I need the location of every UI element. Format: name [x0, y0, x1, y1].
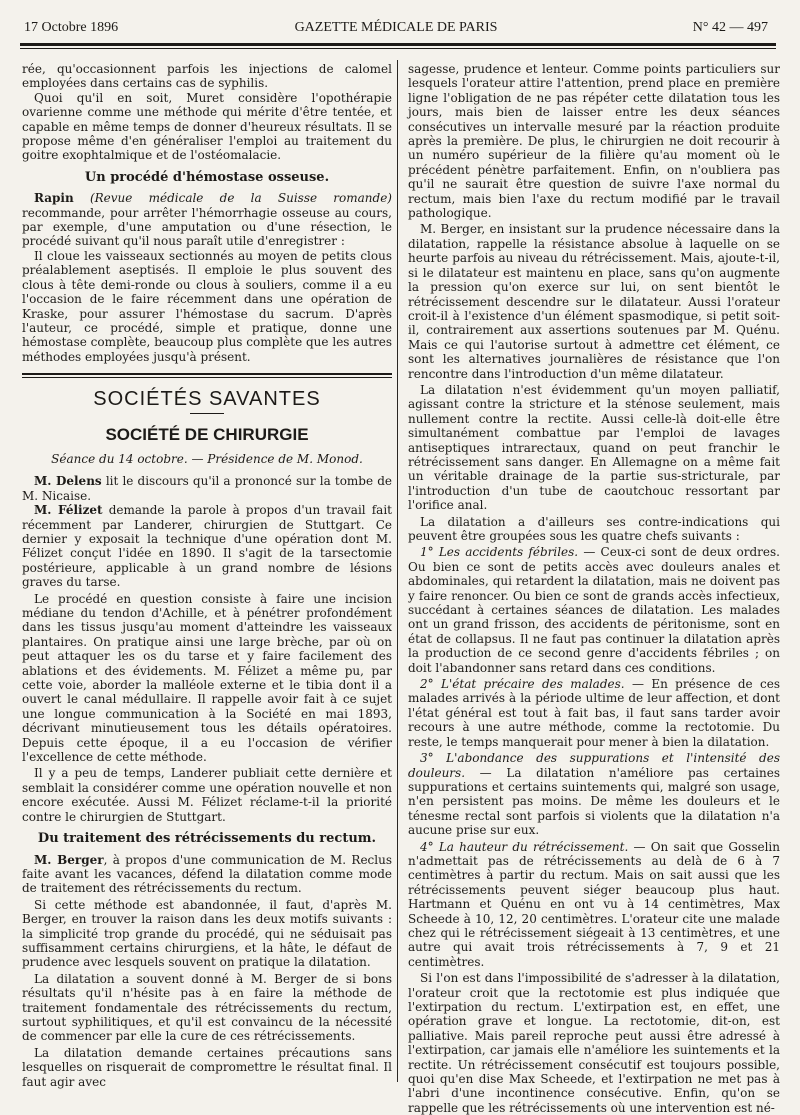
section-rule-thin	[22, 377, 392, 378]
article-heading: Du traitement des rétrécissements du rectum.	[37, 831, 377, 847]
header-rule-thick	[20, 43, 776, 46]
author-name: Rapin	[34, 191, 74, 206]
paragraph: La dilatation a d'ailleurs ses contre-indications qui peuvent être groupées sous les quatre chefs suivants :	[408, 514, 780, 543]
paragraph-text: demande la parole à propos d'un travail fait récemment par Landerer, chirurgien de Stuttgart. Ce dernier y exposait la technique d'une opération dont M. Félizet conçut l'idée en 1890. Il s'agit de la tarsectomie postérieure, applicable à un grand nombre de lésions graves du tarse.	[22, 503, 392, 590]
paragraph: sagesse, prudence et lenteur. Comme points particuliers sur lesquels l'orateur attire l'attention, prend place en première ligne l'obligation de ne pas répéter cette dilatation tous les jours, mais bien de laisser entre les deux séances consécutives un intervalle mesuré par la réaction produite après la première. De plus, le chirurgien ne doit recourir à un numéro supérieur de la filière qu'au moment où le précédent pénètre parfaitement. Enfin, on n'oubliera pas qu'il ne saurait être question de suivre l'axe normal du rectum, mais bien l'axe du rectum modifié par le travail pathologique.	[408, 62, 780, 221]
paragraph: M. Berger, en insistant sur la prudence nécessaire dans la dilatation, rappelle la résistance absolue à laquelle on se heurte parfois au niveau du rétrécissement. Mais, ajoute-t-il, si le dilatateur est maintenu en place, sans qu'on augmente la pression qu'on exerce sur lui, on sent bientôt le rétrécissement descendre sur le dilatateur. Aussi l'orateur croit-il à l'existence d'un élément spasmodique, si petit soit-il, contrairement aux assertions soutenues par M. Quénu. Mais ce qui l'autorise surtout à admettre cet élément, ce sont les alternatives journalières de résistance que l'on rencontre dans l'introduction d'un même dilatateur.	[408, 222, 780, 381]
paragraph-text: — Ceux-ci sont de deux ordres. Ou bien ce sont de petits accès avec douleurs anales et abdominales, qui retardent la dilatation, mais ne doivent pas y faire renoncer. Ou bien ce sont de grands accès infectieux, succédant à certaines séances de dilatation. Les malades ont un grand frisson, des accidents de péritonisme, sont en état de collapsus. Il ne faut pas continuer la dilatation après la production de ce second genre d'accidents fébriles ; on doit l'abandonner sans retard dans ces conditions.	[408, 545, 780, 675]
right-column	[408, 62, 781, 1115]
paragraph: Quoi qu'il en soit, Muret considère l'opothérapie ovarienne comme une méthode qui mérite d'être tentée, et capable en même temps de donner d'heureux résultats. Il se propose même d'en généraliser l'emploi au traitement du goitre exophtalmique et de l'ostéomalacie.	[22, 90, 392, 163]
paragraph-text: lit le discours qu'il a prononcé sur la tombe de M. Nicaise.	[22, 474, 393, 503]
speaker-name: M. Delens	[34, 474, 102, 489]
paragraph	[408, 545, 780, 675]
header-rule-thin	[20, 48, 776, 49]
paragraph-text: — La dilatation n'améliore pas certaines suppurations et certains suintements qui, malgré son usage, n'en persistent pas moins. De même les douleurs et le ténesme rectal sont parfois si violents que la dilatation n'a aucune prise sur eux.	[408, 765, 780, 838]
society-title: SOCIÉTÉ DE CHIRURGIE	[105, 424, 309, 444]
item-label: 4° La hauteur du rétrécissement.	[420, 839, 629, 854]
article-heading: Un procédé d'hémostase osseuse.	[84, 169, 330, 185]
paragraph: Il y a peu de temps, Landerer publiait cette dernière et semblait la considérer comme une opération nouvelle et non encore exécutée. Aussi M. Félizet réclame-t-il la priorité contre le chirurgien de Stuttgart.	[22, 766, 392, 824]
paragraph: Il cloue les vaisseaux sectionnés au moyen de petits clous préalablement aseptisés. Il emploie le plus souvent des clous à tête demi-ronde ou clous à souliers, comme il a eu l'occasion de le faire récemment dans une opération de Kraske, pour assurer l'hémostase du sacrum. D'après l'auteur, ce procédé, simple et pratique, donne une hémostase complète, beaucoup plus complète que les autres méthodes employées jusqu'à présent.	[22, 248, 392, 364]
paragraph	[408, 677, 780, 749]
paragraph: Si l'on est dans l'impossibilité de s'adresser à la dilatation, l'orateur croit que la rectotomie est plus indiquée que l'extirpation du rectum. L'extirpation est, en effet, une opération grave et longue. La rectotomie, dit-on, est palliative. Mais pareil reproche peut aussi être adressé à l'extirpation, car jamais elle n'améliore les suintements et la rectite. Un rétrécissement consécutif est toujours possible, quoi qu'en dise Max Scheede, et l'extirpation ne met pas à l'abri d'une incontinence consécutive. Enfin, qu'on se rappelle que les rétrécissements où une intervention est né-	[408, 971, 780, 1115]
paragraph	[22, 474, 392, 503]
paragraph	[22, 503, 392, 589]
paragraph: Le procédé en question consiste à faire une incision médiane du tendon d'Achille, et à pénétrer profondément dans les tissus jusqu'au moment d'atteindre les vaisseaux plantaires. On pratique ainsi une large brèche, par où on peut attaquer les os du tarse et y faire facilement des ablations et des évidements. M. Félizet a même pu, par cette voie, aborder la malléole externe et le tibia dont il a ouvert le canal médullaire. Il rappelle avoir fait à ce sujet une longue communication à la Société en mai 1893, décrivant minutieusement tous les détails opératoires. Depuis cette époque, il a eu l'occasion de vérifier l'excellence de cette méthode.	[22, 591, 392, 765]
header-title: GAZETTE MÉDICALE DE PARIS	[294, 20, 498, 35]
paragraph: La dilatation n'est évidemment qu'un moyen palliatif, agissant contre la stricture et la sténose seulement, mais nullement contre la rectite. Aussi celle-là doit-elle être simultanément combattue par l'emploi de lavages antiseptiques intrarectaux, quand on peut franchir le rétrécissement sans danger. En Allemagne on a même fait un véritable drainage de la partie sus-stricturale, par l'introduction d'un tube de caoutchouc ressortant par l'orifice anal.	[408, 382, 780, 513]
paragraph-text: recommande, pour arrêter l'hémorrhagie osseuse au cours, par exemple, d'une amputation ou d'une résection, le procédé suivant qu'il nous paraît utile d'enregistrer :	[22, 205, 392, 249]
paragraph: La dilatation a souvent donné à M. Berger de si bons résultats qu'il n'hésite pas à en faire la méthode de traitement fondamentale des rétrécissements du rectum, surtout syphilitiques, et qu'il est convaincu de la nécessité de commencer par elle la cure de ces rétrécissements.	[22, 971, 392, 1044]
section-title: SOCIÉTÉS SAVANTES	[93, 388, 321, 411]
paragraph-text: — On sait que Gosselin n'admettait pas de rétrécissements au delà de 6 à 7 centimètres à partir du rectum. Mais on sait aussi que les rétrécissements peuvent siéger beaucoup plus haut. Hartmann et Quénu en ont vu à 14 centimètres, Max Scheede à 10, 12, 20 centimètres. L'orateur cite une malade chez qui le rétrécissement siégeait à 13 centimètres, et une autre qui avait trois rétrécissements à 7, 9 et 21 centimètres.	[408, 839, 780, 969]
session-line: Séance du 14 octobre. — Présidence de M. Monod.	[51, 451, 363, 466]
paragraph-text: , à propos d'une communication de M. Reclus faite avant les vacances, défend la dilatation comme mode de traitement des rétrécissements du rectum.	[22, 852, 392, 896]
paragraph	[22, 853, 392, 896]
source-title: (Revue médicale de la Suisse romande)	[89, 191, 392, 206]
item-label: 2° L'état précaire des malades.	[420, 677, 625, 692]
speaker-name: M. Berger	[34, 852, 104, 867]
page-header	[24, 20, 768, 38]
header-issue: N° 42 — 497	[692, 20, 768, 35]
item-label: 3° L'abondance des suppurations et l'intensité des douleurs.	[408, 751, 780, 780]
item-label: 1° Les accidents fébriles.	[420, 545, 579, 560]
paragraph: La dilatation demande certaines précautions sans lesquelles on risquerait de compromettre le résultat final. Il faut agir avec	[22, 1045, 392, 1089]
column-divider	[397, 60, 398, 1082]
section-rule	[22, 373, 392, 375]
paragraph	[22, 191, 392, 249]
left-column	[22, 62, 393, 1089]
paragraph: Si cette méthode est abandonnée, il faut, d'après M. Berger, en trouver la raison dans les deux motifs suivants : la simplicité trop grande du procédé, qui ne séduisait pas suffisamment certains chirurgiens, et la hâte, le défaut de prudence avec lesquels souvent on pratique la dilatation.	[22, 897, 392, 970]
paragraph-text: — En présence de ces malades arrivés à la période ultime de leur affection, et dont l'état général est tout à fait bas, il faut sans tarder avoir recours à une autre méthode, comme la rectotomie. Du reste, le temps manquerait pour mener à bien la dilatation.	[408, 677, 781, 749]
paragraph	[408, 840, 780, 970]
short-rule	[190, 413, 224, 414]
paragraph: rée, qu'occasionnent parfois les injections de calomel employées dans certains cas de syphilis.	[22, 62, 392, 91]
paragraph	[408, 751, 780, 837]
speaker-name: M. Félizet	[34, 503, 103, 518]
header-date: 17 Octobre 1896	[24, 20, 119, 35]
